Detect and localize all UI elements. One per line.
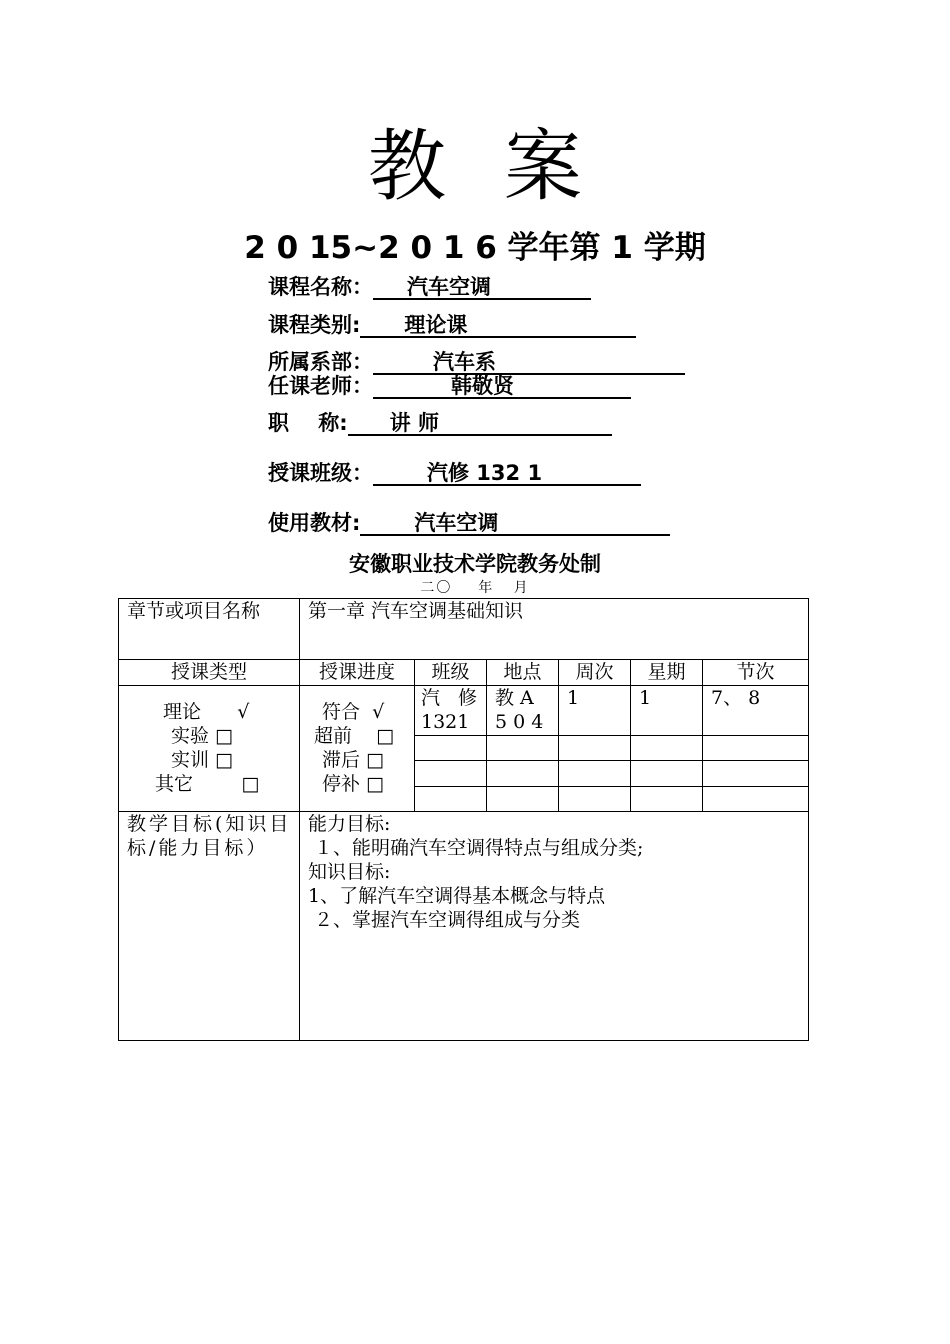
cell-class-line2: 1321 (421, 711, 470, 733)
progress-option-behind: 滞后 □ (322, 749, 384, 771)
empty-cell (703, 787, 809, 812)
title-char-1: 教 (367, 122, 446, 212)
empty-cell (487, 736, 559, 761)
empty-cell (415, 787, 487, 812)
type-option-experiment: 实验 □ (171, 725, 233, 747)
empty-cell (631, 787, 703, 812)
goal-line-3: 知识目标: (308, 861, 391, 883)
chapter-label: 章节或项目名称 (119, 599, 300, 660)
course-type-value: 理论课 (360, 314, 636, 338)
textbook-row (268, 511, 670, 536)
progress-options (300, 686, 415, 812)
header-row (119, 660, 809, 686)
goal-line-2: １、能明确汽车空调得特点与组成分类; (308, 837, 644, 859)
progress-option-makeup: 停补 □ (322, 773, 384, 795)
header-class: 班级 (415, 660, 487, 686)
course-name-row (268, 275, 591, 300)
cell-location-line2: 5 0 4 (495, 711, 544, 733)
cell-weekday: 1 (631, 686, 703, 736)
header-location: 地点 (487, 660, 559, 686)
class-row (268, 461, 641, 486)
cell-period: 7、 8 (703, 686, 809, 736)
school-name: 安徽职业技术学院教务处制 (349, 552, 601, 576)
document-title (0, 122, 950, 212)
empty-cell (487, 787, 559, 812)
course-name-label: 课程名称： (268, 275, 373, 299)
empty-cell (559, 736, 631, 761)
title-rank-value: 讲 师 (348, 412, 612, 436)
date-line: 二〇 年 月 (420, 580, 530, 596)
teacher-row (268, 374, 631, 399)
header-period: 节次 (703, 660, 809, 686)
progress-option-match: 符合 √ (322, 701, 385, 723)
empty-cell (703, 736, 809, 761)
class-value: 汽修 132 1 (373, 462, 641, 486)
schedule-row-1 (119, 686, 809, 736)
cell-location-line1: 教 A (495, 687, 534, 709)
empty-cell (415, 761, 487, 787)
empty-cell (631, 761, 703, 787)
cell-week: 1 (559, 686, 631, 736)
cell-class (415, 686, 487, 736)
progress-option-ahead: 超前 □ (314, 725, 395, 747)
lesson-table (118, 598, 809, 1041)
empty-cell (559, 761, 631, 787)
goal-label: 教学目标(知识目标/能力目标） (119, 812, 300, 1041)
academic-term: 2 0 15~2 0 1 6 学年第 1 学期 (244, 230, 706, 266)
empty-cell (487, 761, 559, 787)
goal-line-1: 能力目标: (308, 813, 391, 835)
chapter-value: 第一章 汽车空调基础知识 (300, 599, 809, 660)
department-value: 汽车系 (373, 351, 685, 375)
empty-cell (415, 736, 487, 761)
empty-cell (631, 736, 703, 761)
goal-line-5: ２、掌握汽车空调得组成与分类 (308, 909, 581, 931)
goal-line-4: 1、了解汽车空调得基本概念与特点 (308, 885, 606, 907)
course-type-row (268, 313, 636, 338)
course-type-label: 课程类别: (268, 313, 361, 337)
type-option-other: 其它 □ (155, 773, 260, 795)
department-label: 所属系部： (268, 350, 373, 374)
header-weekday: 星期 (631, 660, 703, 686)
teacher-label: 任课老师： (268, 374, 373, 398)
goal-content (300, 812, 809, 1041)
header-type: 授课类型 (119, 660, 300, 686)
textbook-label: 使用教材: (268, 511, 361, 535)
title-rank-label: 职 称: (268, 411, 348, 435)
title-char-2: 案 (504, 122, 583, 212)
department-row (268, 350, 685, 375)
type-option-training: 实训 □ (171, 749, 233, 771)
cell-class-line1: 汽 修 (421, 687, 484, 709)
teacher-value: 韩敬贤 (373, 375, 631, 399)
title-rank-row (268, 411, 612, 436)
chapter-row (119, 599, 809, 660)
textbook-value: 汽车空调 (360, 512, 670, 536)
type-options (119, 686, 300, 812)
header-week: 周次 (559, 660, 631, 686)
header-progress: 授课进度 (300, 660, 415, 686)
goals-row (119, 812, 809, 1041)
class-label: 授课班级： (268, 461, 373, 485)
empty-cell (559, 787, 631, 812)
cell-location (487, 686, 559, 736)
course-name-value: 汽车空调 (373, 276, 591, 300)
type-option-theory: 理论 √ (163, 701, 250, 723)
empty-cell (703, 761, 809, 787)
